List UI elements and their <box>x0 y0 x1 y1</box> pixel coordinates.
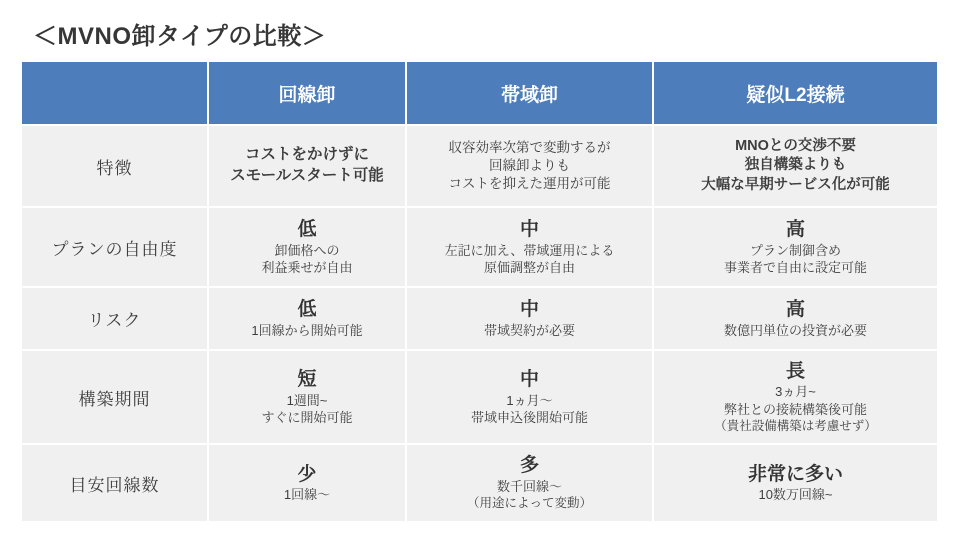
detail-line: 数千回線～ <box>496 479 562 495</box>
detail-line: 収容効率次第で変動するが <box>448 139 611 155</box>
row-label-text: 構築期間 <box>78 389 151 409</box>
rating-text: 長 <box>785 360 805 382</box>
rating-text: 低 <box>297 299 317 321</box>
detail-line: 回線卸よりも <box>489 157 570 173</box>
row-label <box>22 288 207 349</box>
table-cell <box>407 445 652 521</box>
table-cell <box>407 208 652 286</box>
detail-line: 利益乗せが自由 <box>261 259 353 275</box>
rating-text: 短 <box>297 368 317 390</box>
detail-line: 原価調整が自由 <box>483 259 575 275</box>
table-cell <box>654 126 937 206</box>
rating-text: 多 <box>519 455 539 477</box>
detail-line: 帯域契約が必要 <box>483 322 575 338</box>
row-label-text: 特徴 <box>96 158 133 178</box>
detail-line: 独自構築よりも <box>744 157 847 174</box>
table-cell <box>407 288 652 349</box>
table-cell <box>209 208 405 286</box>
corner-cell <box>22 62 207 124</box>
table-cell <box>407 126 652 206</box>
table-cell <box>654 208 937 286</box>
table-cell <box>654 445 937 521</box>
table-cell <box>407 351 652 443</box>
detail-line: 帯域申込後開始可能 <box>470 409 588 425</box>
detail-line: 1ヵ月～ <box>506 392 553 408</box>
table-cell <box>654 288 937 349</box>
detail-line: 1週間~ <box>286 392 328 408</box>
detail-line: 卸価格への <box>274 242 340 258</box>
detail-line: 10数万回線~ <box>758 487 833 503</box>
comparison-table <box>22 62 937 521</box>
table-cell <box>209 351 405 443</box>
row-label-text: プランの自由度 <box>51 239 178 259</box>
detail-line: 左記に加え、帯域運用による <box>444 242 615 258</box>
table-cell <box>209 445 405 521</box>
detail-line: （用途によって変動） <box>466 496 592 511</box>
rating-text: 高 <box>785 218 805 240</box>
detail-line: 1回線～ <box>283 487 331 503</box>
column-header: 疑似L2接続 <box>654 62 937 124</box>
row-label <box>22 351 207 443</box>
rating-text: 高 <box>785 299 805 321</box>
detail-line: MNOとの交渉不要 <box>735 137 856 154</box>
rating-text: 中 <box>519 299 539 321</box>
detail-line: 数億円単位の投資が必要 <box>723 322 867 338</box>
detail-line: スモールスタート可能 <box>230 167 384 184</box>
detail-line: プラン制御含め <box>749 242 841 258</box>
detail-line: 大幅な早期サービス化が可能 <box>701 176 890 193</box>
table-cell <box>654 351 937 443</box>
rating-text: 低 <box>297 218 317 240</box>
row-label <box>22 208 207 286</box>
rating-text: 中 <box>519 218 539 240</box>
detail-line: すぐに開始可能 <box>261 409 353 425</box>
table-cell <box>209 126 405 206</box>
page-title: ＜MVNO卸タイプの比較＞ <box>33 23 327 50</box>
rating-text: 中 <box>519 368 539 390</box>
detail-line: 1回線から開始可能 <box>251 322 363 338</box>
column-header: 回線卸 <box>209 62 405 124</box>
column-header: 帯域卸 <box>407 62 652 124</box>
detail-line: コストをかけずに <box>244 146 369 164</box>
rating-text: 少 <box>297 463 317 485</box>
table-cell <box>209 288 405 349</box>
row-label <box>22 126 207 206</box>
row-label-text: リスク <box>87 311 142 330</box>
row-label <box>22 445 207 521</box>
detail-line: 3ヵ月~ <box>775 384 816 400</box>
detail-line: コストを抑えた運用が可能 <box>448 176 611 192</box>
detail-line: 事業者で自由に設定可能 <box>723 259 867 275</box>
rating-text: 非常に多い <box>747 463 843 485</box>
row-label-text: 目安回線数 <box>69 475 160 495</box>
detail-line: 弊社との接続構築後可能 <box>723 401 867 417</box>
detail-line: （貴社設備構築は考慮せず） <box>714 418 877 433</box>
